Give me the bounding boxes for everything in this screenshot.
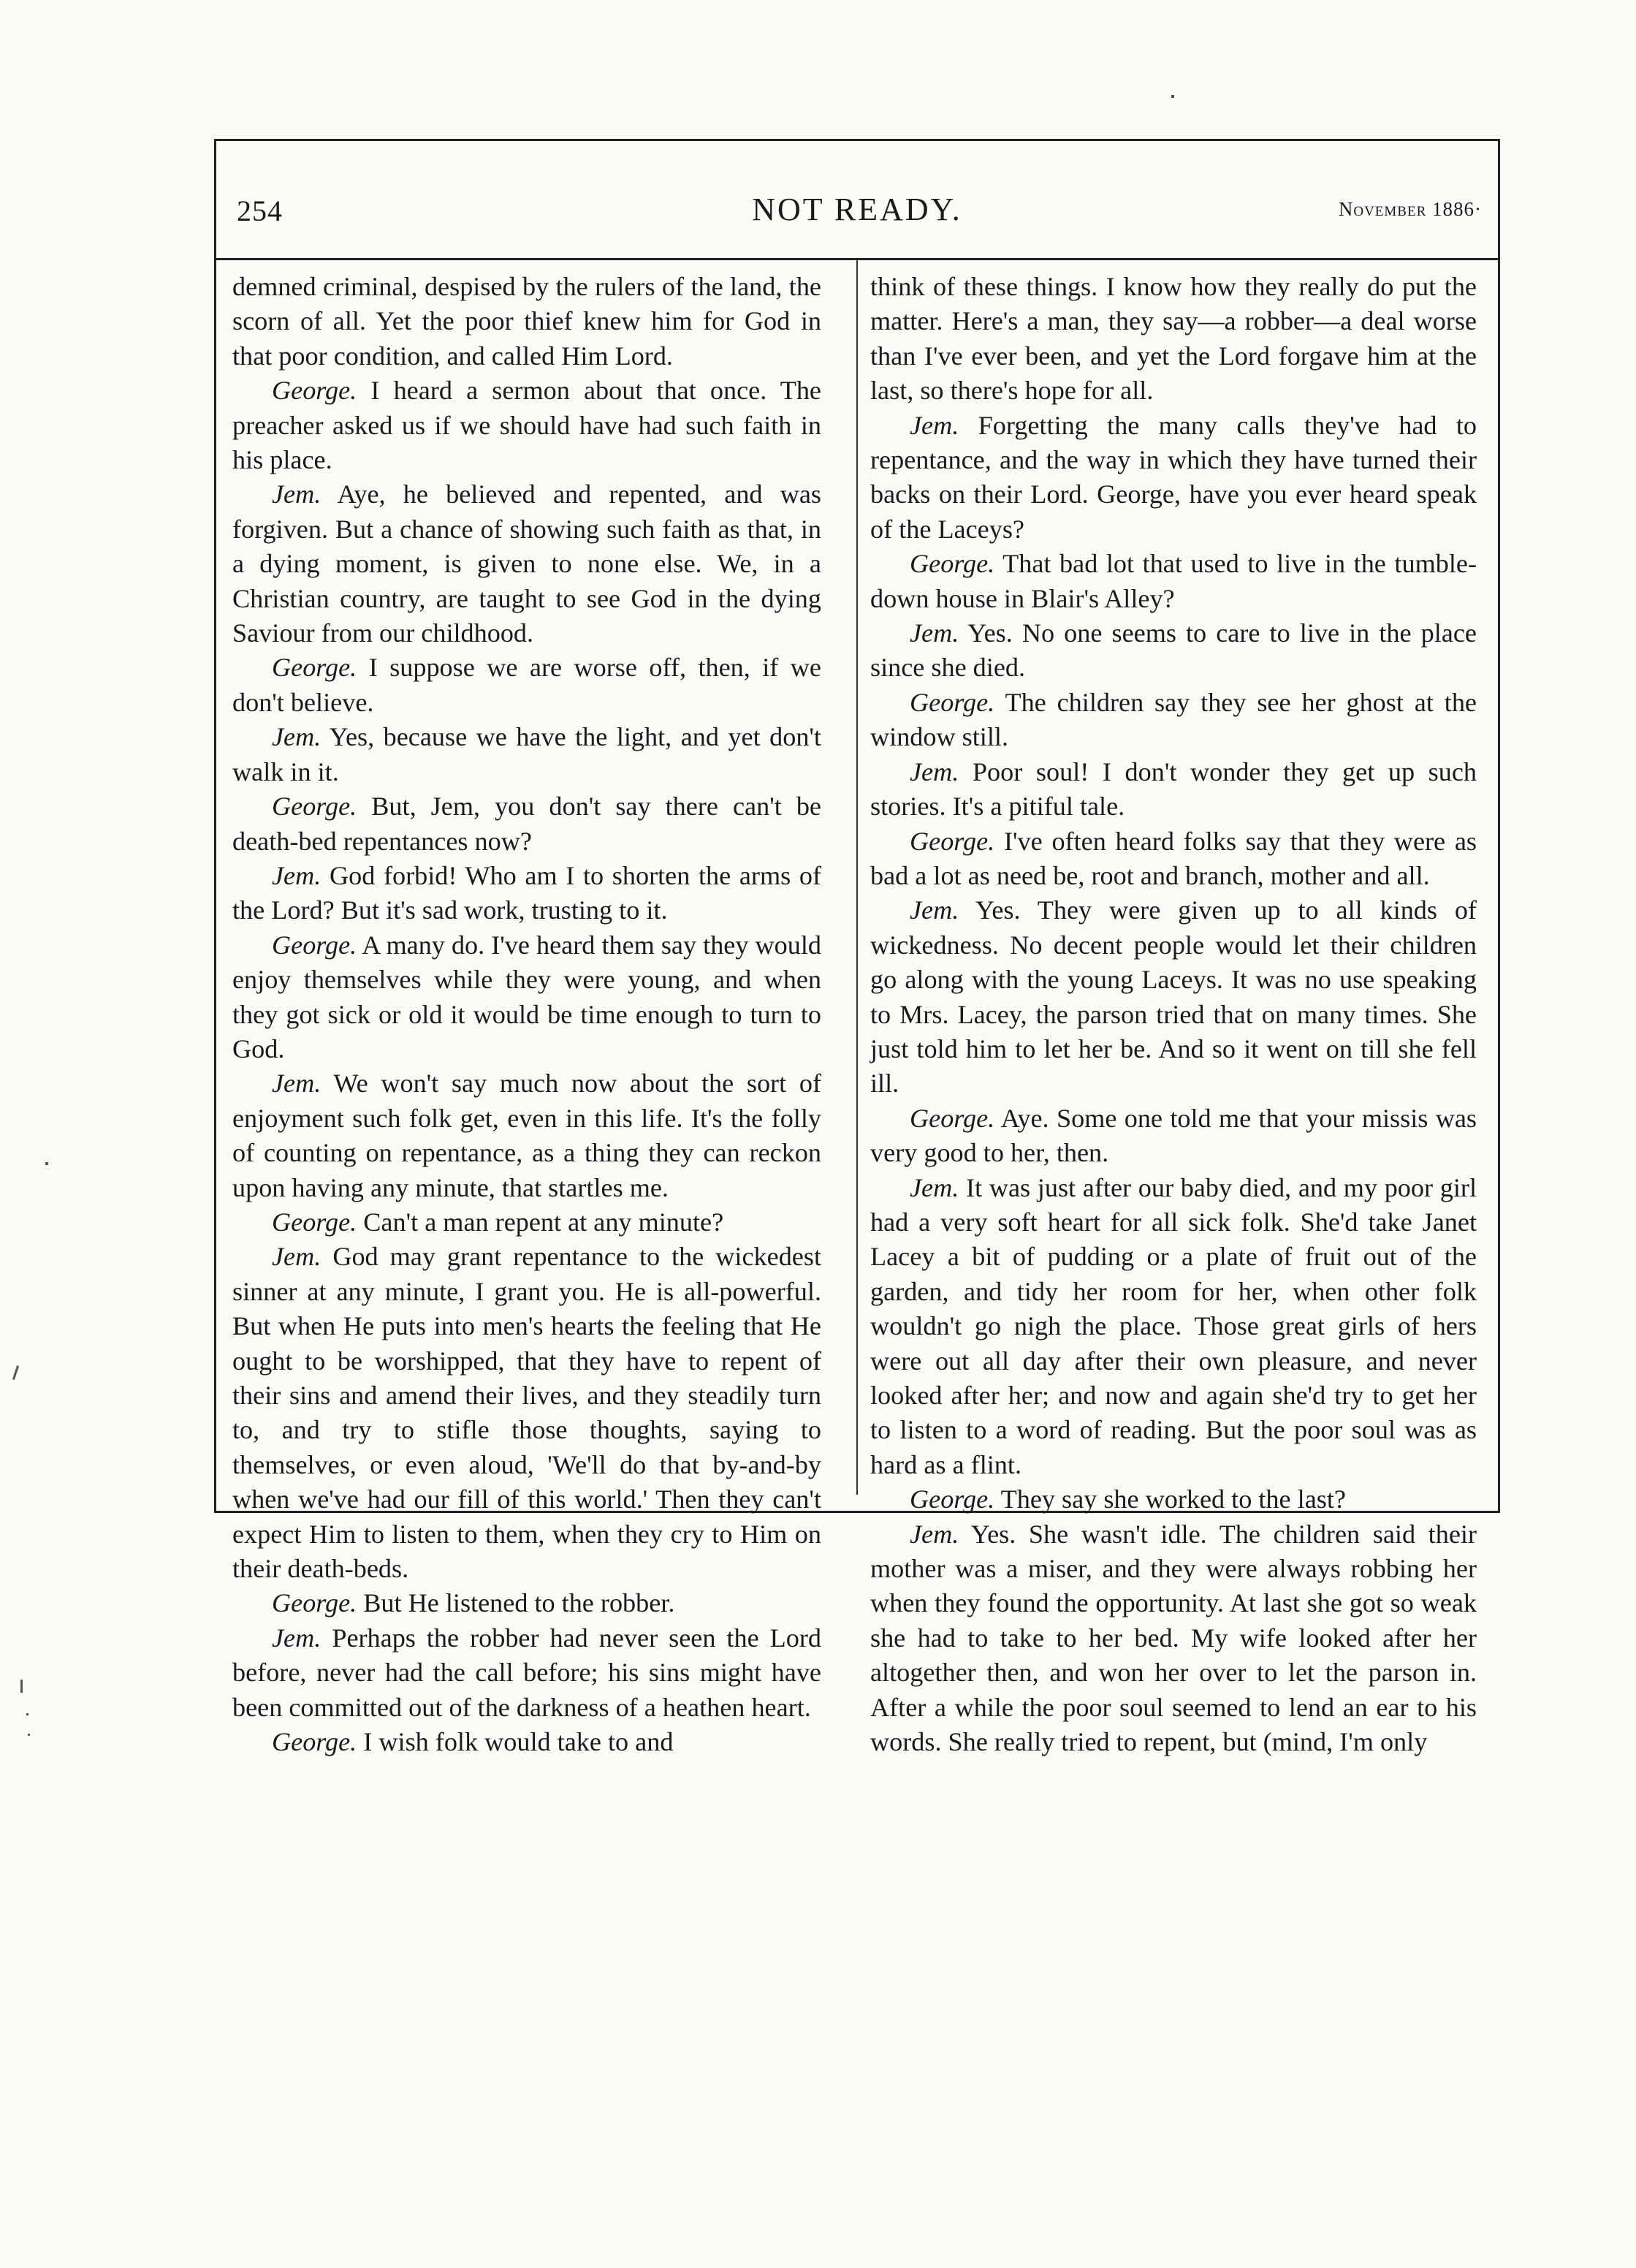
paragraph-text: God may grant repentance to the wickedest sinner at any minute, I grant you. He is all-powerful. But when He puts into men's hearts the feeling that He ought to be worshipped, that they have to repent of their sins and amend their lives, and they steadily turn to, and try to stifle those thoughts, saying to themselves, or even aloud, 'We'll do that by-and-by when we've had our fill of this world.' Then they can't expect Him to listen to them, when they cry to Him on their death-beds. (232, 1242, 821, 1584)
dialogue-paragraph (232, 373, 821, 477)
speaker-name: George. (272, 653, 357, 683)
issue-date: November 1886· (1338, 198, 1482, 220)
page-header (216, 141, 1498, 260)
speaker-name: George. (272, 792, 357, 822)
paragraph-text: Aye. Some one told me that your missis was very good to her, then. (870, 1103, 1477, 1168)
speaker-name: Jem. (910, 1172, 959, 1202)
speaker-name: Jem. (910, 895, 959, 925)
dialogue-paragraph (232, 1621, 821, 1725)
left-column (232, 270, 821, 1759)
paragraph-text: They say she worked to the last? (1000, 1484, 1346, 1514)
speaker-name: Jem. (910, 1519, 959, 1549)
margin-speck (26, 1713, 28, 1715)
dialogue-paragraph (870, 1171, 1477, 1483)
paragraph-text: I heard a sermon about that once. The preacher asked us if we should have had such faith in his place. (232, 376, 821, 475)
dialogue-paragraph (232, 1586, 821, 1620)
paragraph-text: Yes, because we have the light, and yet don't walk in it. (232, 722, 821, 786)
speaker-name: Jem. (272, 1623, 322, 1653)
dialogue-paragraph (870, 893, 1477, 1101)
dialogue-paragraph (870, 824, 1477, 894)
paragraph (232, 270, 821, 373)
paragraph-text: Perhaps the robber had never seen the Lord before, never had the call before; his sins might have been committed out of the darkness of a heathen heart. (232, 1623, 821, 1722)
dialogue-paragraph (870, 1101, 1477, 1171)
dialogue-paragraph (870, 409, 1477, 547)
dialogue-paragraph (232, 1240, 821, 1586)
paragraph-text: God forbid! Who am I to shorten the arms of the Lord? But it's sad work, trusting to it. (232, 860, 821, 925)
column-divider (856, 259, 858, 1495)
paragraph-text: But, Jem, you don't say there can't be death-bed repentances now? (232, 792, 821, 856)
dialogue-paragraph (870, 547, 1477, 616)
paragraph-text: That bad lot that used to live in the tumble-down house in Blair's Alley? (870, 549, 1477, 613)
paragraph-text: But He listened to the robber. (363, 1588, 675, 1618)
paragraph-text: demned criminal, despised by the rulers of the land, the scorn of all. Yet the poor thief knew him for God in that poor condition, and called Him Lord. (232, 272, 821, 371)
paragraph-text: We won't say much now about the sort of enjoyment such folk get, even in this life. It's the folly of counting on repentance, as a thing they can reckon upon having any minute, that startles me. (232, 1069, 821, 1202)
paragraph-text: Can't a man repent at any minute? (363, 1207, 724, 1237)
speaker-name: Jem. (272, 860, 322, 890)
speaker-name: George. (272, 1588, 357, 1618)
speaker-name: Jem. (272, 1069, 322, 1099)
dialogue-paragraph (870, 755, 1477, 824)
speaker-name: Jem. (910, 618, 959, 648)
dialogue-paragraph (870, 686, 1477, 755)
right-column (870, 270, 1477, 1759)
speaker-name: George. (910, 687, 995, 717)
dialogue-paragraph (870, 1517, 1477, 1760)
dialogue-paragraph (232, 720, 821, 789)
dialogue-paragraph (870, 1482, 1477, 1517)
paragraph-text: I wish folk would take to and (363, 1727, 674, 1757)
speaker-name: Jem. (910, 756, 959, 786)
speaker-name: George. (910, 826, 995, 856)
paragraph-text: Forgetting the many calls they've had to repentance, and the way in which they have turned their backs on their Lord. George, have you ever heard speak of the Laceys? (870, 410, 1477, 544)
paragraph-text: I've often heard folks say that they were as bad a lot as need be, root and branch, mother and all. (870, 826, 1477, 890)
page-frame (214, 139, 1500, 1757)
dialogue-paragraph (232, 789, 821, 859)
paragraph-text: I suppose we are worse off, then, if we don't believe. (232, 653, 821, 717)
running-title: NOT READY. (752, 191, 962, 227)
margin-speck (28, 1734, 30, 1736)
speaker-name: Jem. (272, 479, 322, 509)
margin-speck (1171, 95, 1174, 98)
paragraph-text: Poor soul! I don't wonder they get up such stories. It's a pitiful tale. (870, 756, 1477, 822)
page-number: 254 (237, 194, 283, 227)
paragraph-text: Yes. She wasn't idle. The children said their mother was a miser, and they were always robbing her when they found the opportunity. At last she got so weak she had to take to her bed. My wife looked after her altogether then, and won her over to let the parson in. After a while the poor soul seemed to lend an ear to his words. She really tried to repent, but (mind, I'm only (870, 1519, 1477, 1757)
margin-tick (12, 1365, 19, 1380)
paragraph-text: The children say they see her ghost at the window still. (870, 687, 1477, 752)
speaker-name: George. (272, 376, 357, 406)
speaker-name: Jem. (272, 1242, 322, 1272)
speaker-name: George. (272, 930, 357, 960)
dialogue-paragraph (232, 859, 821, 928)
speaker-name: Jem. (910, 410, 959, 440)
paragraph-text: A many do. I've heard them say they would enjoy themselves while they were young, and when they got sick or old it would be time enough to turn to God. (232, 930, 821, 1063)
paragraph-text: think of these things. I know how they really do put the matter. Here's a man, they say—a robber—a deal worse than I've ever been, and yet the Lord forgave him at the last, so there's hope for all. (870, 272, 1477, 406)
paragraph-text: Yes. They were given up to all kinds of wickedness. No decent people would let their children go along with the young Laceys. It was no use speaking to Mrs. Lacey, the parson tried that on many times. She just told him to let her be. And so it went on till she fell ill. (870, 895, 1477, 1099)
speaker-name: Jem. (272, 722, 322, 752)
speaker-name: George. (272, 1207, 357, 1237)
dialogue-paragraph (232, 477, 821, 651)
speaker-name: George. (272, 1727, 357, 1757)
dialogue-paragraph (232, 1205, 821, 1240)
dialogue-paragraph (232, 928, 821, 1067)
paragraph-text: Aye, he believed and repented, and was forgiven. But a chance of showing such faith as that, in a dying moment, is given to none else. We, in a Christian country, are taught to see God in the dying Saviour from our childhood. (232, 479, 821, 648)
dialogue-paragraph (232, 651, 821, 720)
paragraph (870, 270, 1477, 409)
margin-tick (20, 1680, 23, 1693)
paragraph-text: Yes. No one seems to care to live in the place since she died. (870, 618, 1477, 683)
speaker-name: George. (910, 1103, 995, 1133)
dialogue-paragraph (870, 616, 1477, 686)
dialogue-paragraph (232, 1066, 821, 1205)
paragraph-text: It was just after our baby died, and my poor girl had a very soft heart for all sick folk. She'd take Janet Lacey a bit of pudding or a plate of fruit out of the garden, and tidy her room for her, when other folk wouldn't go nigh the place. Those great girls of hers were out all day after their own pleasure, and never looked after her; and now and again she'd try to get her to listen to a word of reading. But the poor soul was as hard as a flint. (870, 1172, 1477, 1479)
speaker-name: George. (910, 1484, 995, 1514)
speaker-name: George. (910, 549, 995, 579)
margin-speck (45, 1162, 48, 1165)
dialogue-paragraph (232, 1725, 821, 1759)
